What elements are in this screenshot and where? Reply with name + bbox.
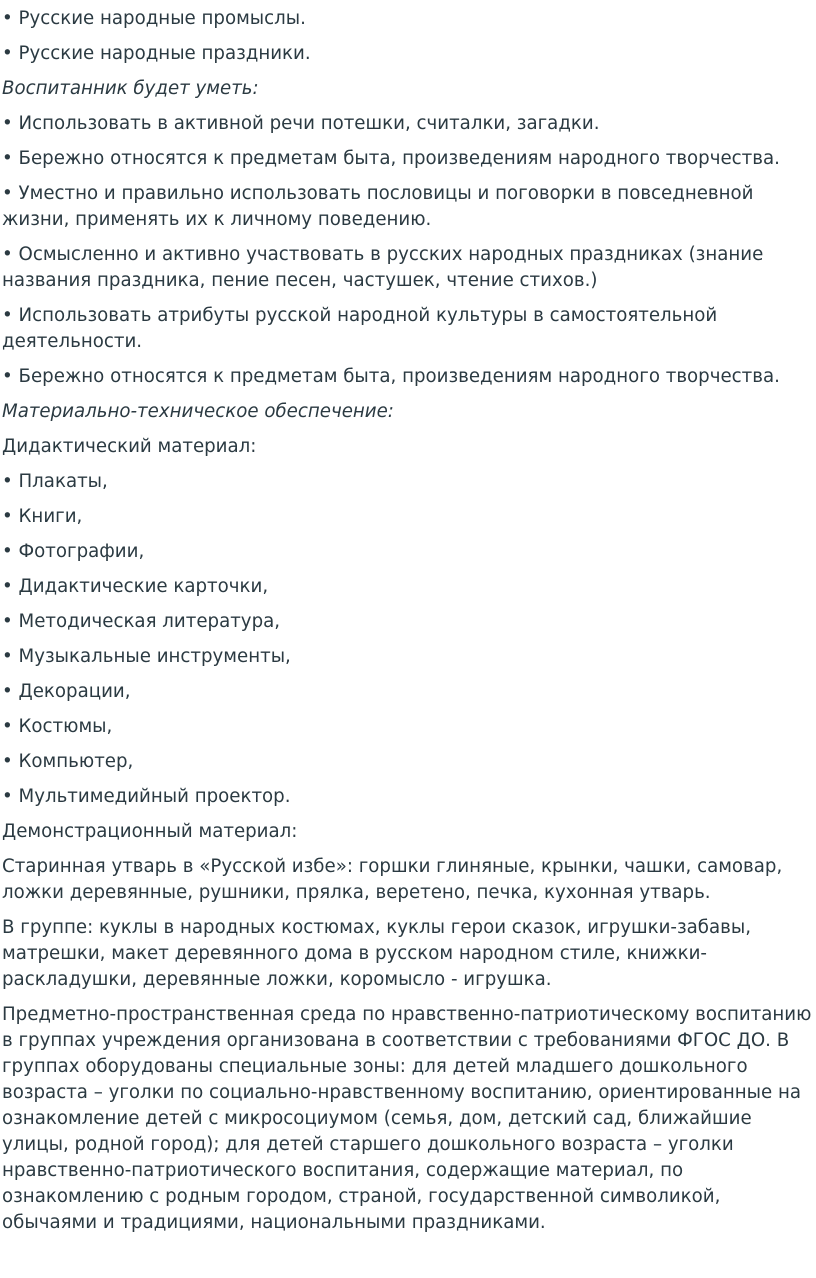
paragraph-group-items: В группе: куклы в народных костюмах, куклы герои сказок, игрушки-забавы, матрешки, макет деревянного дома в русском народном стиле, книжки-раскладушки, деревянные ложки, коромысло - игрушка. [2, 917, 752, 990]
list-item-skill-care: • Бережно относятся к предметам быта, произведениям народного творчества. [2, 148, 780, 169]
list-item-costumes: • Костюмы, [2, 716, 113, 737]
subheading-demonstration: Демонстрационный материал: [2, 821, 298, 842]
list-item-skill-proverbs: • Уместно и правильно использовать пословицы и поговорки в повседневной жизни, применять их к личному поведению. [2, 183, 754, 230]
list-item-cards: • Дидактические карточки, [2, 576, 269, 597]
paragraph-old-utensils: Старинная утварь в «Русской избе»: горшки глиняные, крынки, чашки, самовар, ложки деревянные, рушники, прялка, веретено, печка, кухонная утварь. [2, 856, 783, 903]
paragraph-environment: Предметно-пространственная среда по нравственно-патриотическому воспитанию в группах учреждения организована в соответствии с требованиями ФГОС ДО. В группах оборудованы специальные зоны: для детей младшего дошкольного возраста – уголки по социально-нравственному воспитанию, ориентированные на ознакомление детей с микросоциумом (семья, дом, детский сад, ближайшие улицы, родной город); для детей старшего дошкольного возраста – уголки нравственно-патриотического воспитания, содержащие материал, по ознакомлению с родным городом, страной, государственной символикой, обычаями и традициями, национальными праздниками. [2, 1004, 812, 1233]
list-item-decorations: • Декорации, [2, 681, 131, 702]
list-item-skill-attributes: • Использовать атрибуты русской народной культуры в самостоятельной деятельности. [2, 305, 718, 352]
list-item-literature: • Методическая литература, [2, 611, 281, 632]
list-item-skill-holidays: • Осмысленно и активно участвовать в русских народных праздниках (знание названия праздника, пение песен, частушек, чтение стихов.) [2, 244, 764, 291]
subheading-didactic: Дидактический материал: [2, 436, 257, 457]
list-item-holidays: • Русские народные праздники. [2, 43, 311, 64]
list-item-crafts: • Русские народные промыслы. [2, 8, 306, 29]
list-item-computer: • Компьютер, [2, 751, 134, 772]
list-item-books: • Книги, [2, 506, 83, 527]
list-item-photos: • Фотографии, [2, 541, 145, 562]
section-heading-skills: Воспитанник будет уметь: [2, 78, 259, 99]
list-item-instruments: • Музыкальные инструменты, [2, 646, 291, 667]
list-item-skill-speech: • Использовать в активной речи потешки, считалки, загадки. [2, 113, 600, 134]
list-item-skill-care-repeat: • Бережно относятся к предметам быта, произведениям народного творчества. [2, 366, 780, 387]
section-heading-equipment: Материально-техническое обеспечение: [2, 401, 394, 422]
list-item-posters: • Плакаты, [2, 471, 108, 492]
list-item-projector: • Мультимедийный проектор. [2, 786, 291, 807]
